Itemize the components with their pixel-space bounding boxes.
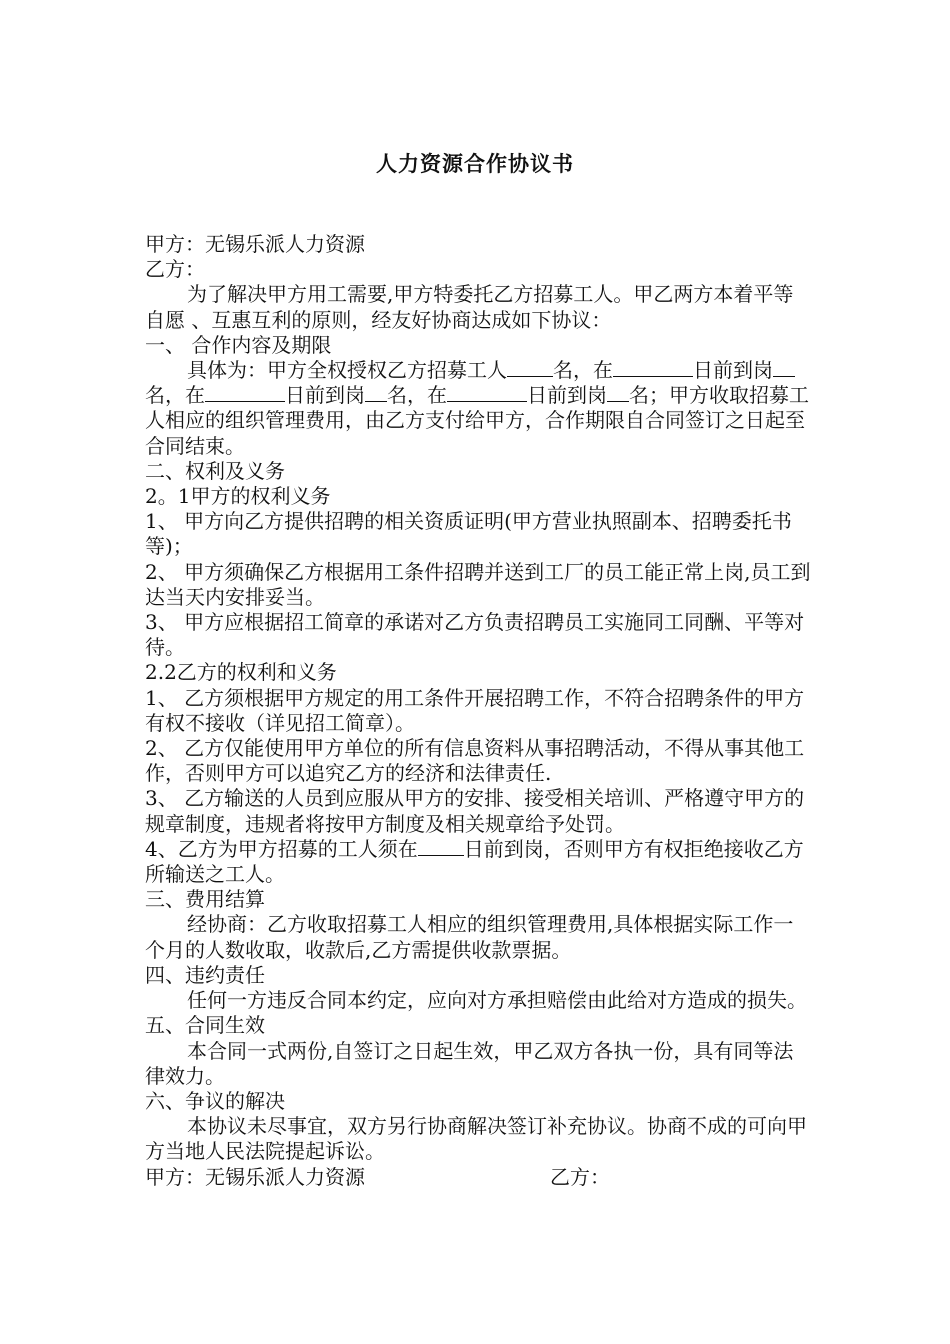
- s1-text-part3: 日前到岗: [693, 358, 773, 383]
- section-2-1-item: 2、 甲方须确保乙方根据用工条件招聘并送到工厂的员工能正常上岗,员工到达当天内安排妥当。: [145, 559, 811, 609]
- section-2-1-item: 3、 甲方应根据招工简章的承诺对乙方负责招聘员工实施同工同酬、平等对待。: [145, 610, 805, 660]
- intro-paragraph: 为了解决甲方用工需要,甲方特委托乙方招募工人。甲乙两方本着平等自愿 、互惠互利的原则，经友好协商达成如下协议：: [145, 282, 794, 332]
- s2-2-item4-part2: 日前到岗，否则甲方有权拒绝接收乙方所输送之工人。: [145, 836, 804, 887]
- s1-text-part8: 名；甲方收取招募工人相应的组织管理费用，由乙方支付给甲方，合作期限自合同签订之日起至合同结束。: [145, 383, 809, 458]
- signature-party-b: 乙方：: [550, 1164, 610, 1189]
- section-3-heading: 三、费用结算: [145, 887, 265, 912]
- blank-count-2: [365, 383, 387, 402]
- s1-text-part2: 名，在: [553, 358, 613, 383]
- document-title: 人力资源合作协议书: [376, 152, 574, 176]
- document-body: [145, 232, 813, 1190]
- section-2-2-item: 1、 乙方须根据甲方规定的用工条件开展招聘工作，不符合招聘条件的甲方有权不接收（详见招工简章）。: [145, 685, 805, 735]
- s2-2-item4-part1: 4、乙方为甲方招募的工人须在: [145, 836, 418, 861]
- s1-text-part5: 日前到岗: [285, 383, 365, 408]
- section-3-text: 经协商：乙方收取招募工人相应的组织管理费用,具体根据实际工作一个月的人数收取，收款后,乙方需提供收款票据。: [145, 912, 794, 962]
- section-1-heading: 一、 合作内容及期限: [145, 332, 332, 357]
- blank-arrival-date: [418, 837, 464, 856]
- blank-count-3: [607, 383, 629, 402]
- section-5-heading: 五、合同生效: [145, 1013, 265, 1038]
- section-2-2-heading: 2.2乙方的权利和义务: [145, 660, 337, 685]
- section-4-heading: 四、违约责任: [145, 962, 265, 987]
- section-2-1-heading: 2。1甲方的权利义务: [145, 484, 331, 509]
- section-2-heading: 二、权利及义务: [145, 458, 285, 483]
- blank-worker-count: [507, 358, 553, 377]
- s1-text-part7: 日前到岗: [527, 383, 607, 408]
- section-1-text: [145, 358, 813, 459]
- blank-count-1: [773, 358, 795, 377]
- blank-date-2: [205, 383, 285, 402]
- s1-text-part6: 名，在: [387, 383, 447, 408]
- party-a-line: 甲方：无锡乐派人力资源: [145, 232, 365, 256]
- section-4-text: 任何一方违反合同本约定，应向对方承担赔偿由此给对方造成的损失。: [187, 988, 807, 1013]
- s1-text-part4: 名，在: [145, 383, 205, 408]
- section-5-text: 本合同一式两份,自签订之日起生效，甲乙双方各执一份，具有同等法律效力。: [145, 1038, 794, 1088]
- party-b-line: 乙方：: [145, 257, 205, 282]
- section-2-2-item-4: [145, 837, 813, 887]
- section-2-2-item: 2、 乙方仅能使用甲方单位的所有信息资料从事招聘活动，不得从事其他工作，否则甲方可以追究乙方的经济和法律责任.: [145, 736, 805, 786]
- signature-party-a: 甲方：无锡乐派人力资源: [145, 1164, 365, 1189]
- blank-date-3: [447, 383, 527, 402]
- section-2-2-item: 3、 乙方输送的人员到应服从甲方的安排、接受相关培训、严格遵守甲方的规章制度，违规者将按甲方制度及相关规章给予处罚。: [145, 786, 805, 836]
- s1-text-part1: 具体为：甲方全权授权乙方招募工人: [187, 358, 507, 383]
- section-2-1-item: 1、 甲方向乙方提供招聘的相关资质证明(甲方营业执照副本、招聘委托书等)；: [145, 509, 792, 559]
- blank-date-1: [613, 358, 693, 377]
- section-6-heading: 六、争议的解决: [145, 1088, 285, 1113]
- signature-row: [145, 1165, 813, 1190]
- section-6-text: 本协议未尽事宜，双方另行协商解决签订补充协议。协商不成的可向甲方当地人民法院提起诉讼。: [145, 1114, 807, 1164]
